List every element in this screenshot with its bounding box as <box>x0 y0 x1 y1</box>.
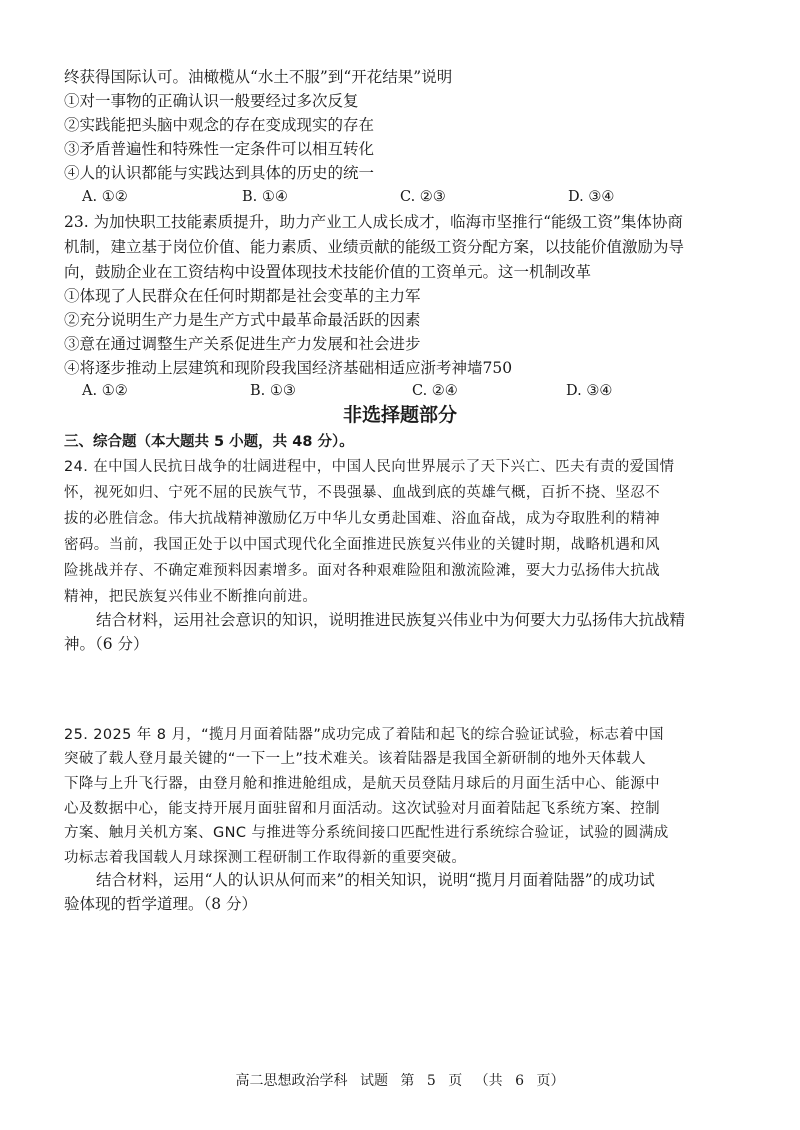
q22-statement-2: ②实践能把头脑中观念的存在变成现实的存在 <box>64 116 375 134</box>
q24-material-line-4: 密码。当前，我国正处于以中国式现代化全面推进民族复兴伟业的关键时期，战略机遇和风 <box>64 537 660 553</box>
q25-prompt-line-2: 验体现的哲学道理。（8 分） <box>64 895 258 913</box>
q23-stem-line-2: 机制，建立基于岗位价值、能力素质、业绩贡献的能级工资分配方案，以技能价值激励为导 <box>64 238 685 256</box>
q25-material-line-3: 下降与上升飞行器，由登月舱和推进舱组成，是航天员登陆月球后的月面生活中心、能源中 <box>64 776 660 792</box>
q24-material-line-3: 拔的必胜信念。伟大抗战精神激励亿万中华儿女勇赴国难、浴血奋战，成为夺取胜利的精神 <box>64 511 660 527</box>
q22-statement-1: ①对一事物的正确认识一般要经过多次反复 <box>64 92 359 110</box>
q23-statement-2: ②充分说明生产力是生产方式中最革命最活跃的因素 <box>64 311 421 329</box>
q24-material-line-1: 24. 在中国人民抗日战争的壮阔进程中，中国人民向世界展示了天下兴亡、匹夫有责的爱国情 <box>64 459 675 475</box>
q25-material-line-2: 突破了载人登月最关键的“一下一上”技术难关。该着陆器是我国全新研制的地外天体载人 <box>64 751 647 767</box>
q23-statement-3: ③意在通过调整生产关系促进生产力发展和社会进步 <box>64 335 421 353</box>
q22-stem-line: 终获得国际认可。油橄榄从“水土不服”到“开花结果”说明 <box>64 68 453 86</box>
q22-option-d: D. ③④ <box>568 189 615 205</box>
q23-statement-4: ④将逐步推动上层建筑和现阶段我国经济基础相适应浙考神墙750 <box>64 359 513 377</box>
q23-statement-1: ①体现了人民群众在任何时期都是社会变革的主力军 <box>64 287 421 305</box>
q22-option-c: C. ②③ <box>400 189 446 205</box>
q22-statement-4: ④人的认识都能与实践达到具体的历史的统一 <box>64 164 375 182</box>
q25-material-line-4: 心及数据中心，能支持开展月面驻留和月面活动。这次试验对月面着陆起飞系统方案、控制 <box>64 801 660 817</box>
q23-stem-line-3: 向，鼓励企业在工资结构中设置体现技术技能价值的工资单元。这一机制改革 <box>64 263 592 281</box>
q23-options <box>0 380 800 402</box>
q25-material-line-5: 方案、触月关机方案、GNC 与推进等分系统间接口匹配性进行系统综合验证，试验的圆满成 <box>64 825 669 841</box>
q25-material-line-1: 25. 2025 年 8 月，“揽月月面着陆器”成功完成了着陆和起飞的综合验证试验，标志着中国 <box>64 727 664 743</box>
page-footer: 高二思想政治学科 试题 第 5 页 （共 6 页） <box>235 1073 565 1089</box>
q23-stem-line-1: 23. 为加快职工技能素质提升，助力产业工人成长成才，临海市坚推行“能级工资”集体协商 <box>64 213 683 231</box>
q22-option-b: B. ①④ <box>242 189 288 205</box>
q22-options <box>0 186 800 208</box>
q24-prompt-line-2: 神。（6 分） <box>64 635 149 653</box>
q23-option-c: C. ②④ <box>412 383 458 399</box>
q25-prompt-line-1: 结合材料，运用“人的认识从何而来”的相关知识，说明“揽月月面着陆器”的成功试 <box>96 871 655 889</box>
section-heading: 三、综合题（本大题共 5 小题，共 48 分）。 <box>64 434 354 450</box>
q23-option-b: B. ①③ <box>250 383 296 399</box>
q22-option-a: A. ①② <box>82 189 128 205</box>
q24-material-line-6: 精神，把民族复兴伟业不断推向前进。 <box>64 589 318 605</box>
q24-material-line-5: 险挑战并存、不确定难预料因素增多。面对各种艰难险阻和激流险滩，要大力弘扬伟大抗战 <box>64 563 660 579</box>
q22-statement-3: ③矛盾普遍性和特殊性一定条件可以相互转化 <box>64 140 375 158</box>
q25-material-line-6: 功标志着我国载人月球探测工程研制工作取得新的重要突破。 <box>64 850 467 866</box>
section-title: 非选择题部分 <box>342 404 457 426</box>
q24-prompt-line-1: 结合材料，运用社会意识的知识，说明推进民族复兴伟业中为何要大力弘扬伟大抗战精 <box>96 611 686 629</box>
q24-material-line-2: 怀，视死如归、宁死不屈的民族气节，不畏强暴、血战到底的英雄气概，百折不挠、坚忍不 <box>64 485 660 501</box>
q23-option-a: A. ①② <box>82 383 128 399</box>
q23-option-d: D. ③④ <box>566 383 613 399</box>
